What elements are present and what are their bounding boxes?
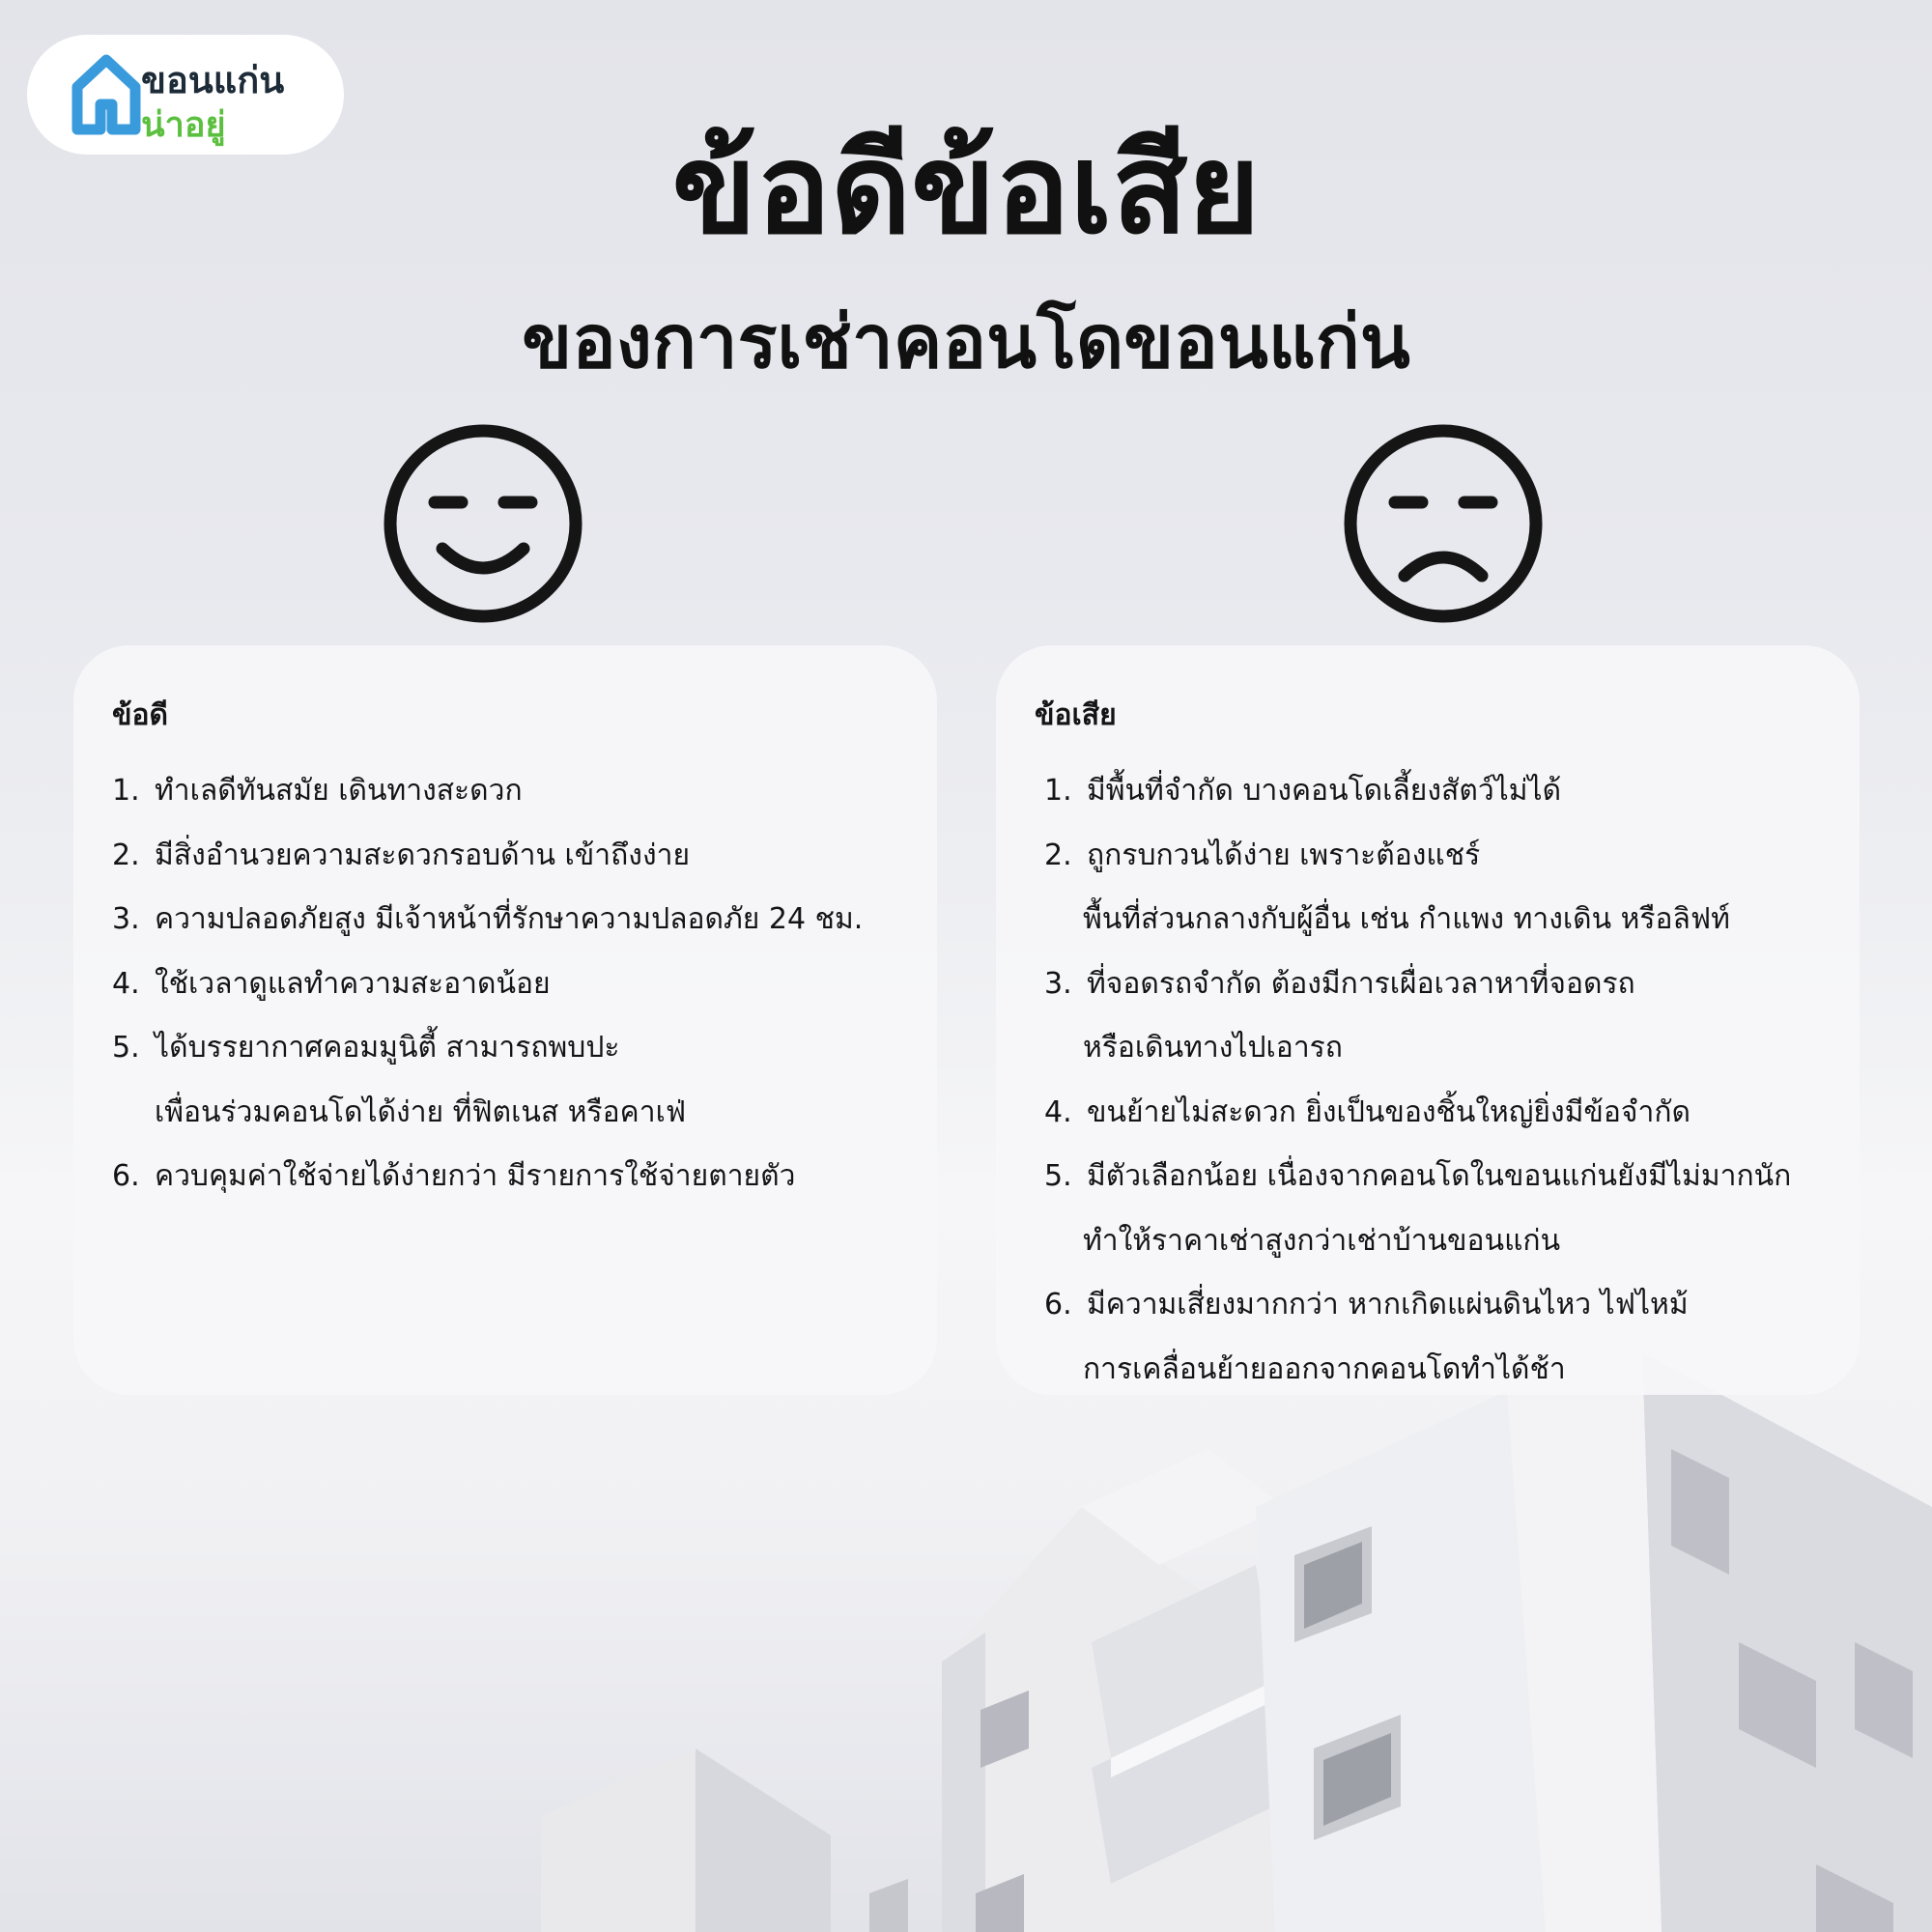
pros-card [73, 645, 937, 1395]
list-item: 1. มีพื้นที่จำกัด บางคอนโดเลี้ยงสัตว์ไม่ได้ [1044, 774, 1562, 808]
cons-card [996, 645, 1860, 1395]
frowning-face-icon [1341, 421, 1546, 626]
cons-list [996, 759, 1860, 1402]
list-item: 5. ได้บรรยากาศคอมมูนิตี้ สามารถพบปะ เพื่อนร่วมคอนโดได้ง่าย ที่ฟิตเนส หรือคาเฟ่ [112, 1031, 687, 1129]
list-item: 1. ทำเลดีทันสมัย เดินทางสะดวก [112, 774, 523, 808]
page-subtitle: ของการเช่าคอนโดขอนแก่น [522, 298, 1410, 384]
list-item: 2. มีสิ่งอำนวยความสะดวกรอบด้าน เข้าถึงง่าย [112, 838, 691, 872]
list-item: 3. ความปลอดภัยสูง มีเจ้าหน้าที่รักษาความปลอดภัย 24 ชม. [112, 902, 864, 936]
smiling-face-icon [381, 421, 585, 626]
list-item: 6. มีความเสี่ยงมากกว่า หากเกิดแผ่นดินไหว ไฟไหม้ การเคลื่อนย้ายออกจากคอนโดทำได้ช้า [1044, 1288, 1689, 1386]
pros-list [73, 759, 937, 1209]
logo-text-primary: ขอนแก่น [141, 59, 285, 101]
pros-heading: ข้อดี [112, 698, 169, 732]
list-item: 5. มีตัวเลือกน้อย เนื่องจากคอนโดในขอนแก่นยังมีไม่มากนัก ทำให้ราคาเช่าสูงกว่าเช่าบ้านขอนแก่น [1044, 1159, 1792, 1258]
cons-heading: ข้อเสีย [1035, 698, 1117, 732]
list-item: 2. ถูกรบกวนได้ง่าย เพราะต้องแชร์ พื้นที่ส่วนกลางกับผู้อื่น เช่น กำแพง ทางเดิน หรือลิฟท์ [1044, 838, 1730, 936]
list-item: 4. ขนย้ายไม่สะดวก ยิ่งเป็นของชิ้นใหญ่ยิ่งมีข้อจำกัด [1044, 1094, 1690, 1129]
list-item: 3. ที่จอดรถจำกัด ต้องมีการเผื่อเวลาหาที่จอดรถ หรือเดินทางไปเอารถ [1044, 966, 1635, 1065]
list-item: 6. ควบคุมค่าใช้จ่ายได้ง่ายกว่า มีรายการใช้จ่ายตายตัว [112, 1159, 796, 1193]
list-item: 4. ใช้เวลาดูแลทำความสะอาดน้อย [112, 966, 551, 1001]
logo-text-secondary: น่าอยู่ [141, 105, 226, 145]
page-title: ข้อดีข้อเสีย [671, 118, 1261, 262]
